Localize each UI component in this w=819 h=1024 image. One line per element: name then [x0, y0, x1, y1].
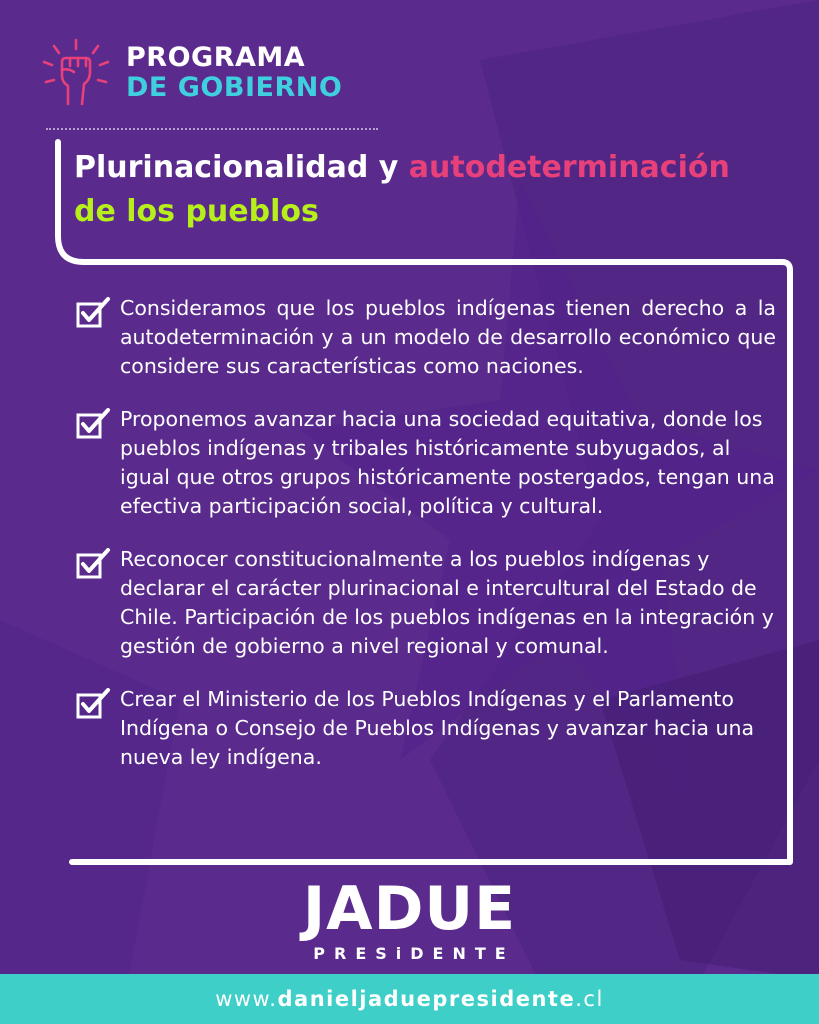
checkbox-checked-icon: [76, 407, 112, 439]
url-domain: danieljaduepresidente: [277, 987, 576, 1011]
url-suffix: .cl: [575, 987, 604, 1011]
heading-part-3: de los pueblos: [74, 194, 319, 229]
program-title-line1: PROGRAMA: [126, 42, 306, 73]
candidate-brand: [0, 874, 819, 963]
list-item: [76, 294, 776, 381]
brand-subtitle: PRESiDENTE: [313, 944, 515, 963]
list-item-text: Proponemos avanzar hacia una sociedad equitativa, donde los pueblos indígenas y tribales históricamente subyugados, al igual que otros grupos históricamente postergados, tengan una efectiva participación social, política y cultural.: [120, 407, 775, 518]
checkbox-checked-icon: [76, 687, 112, 719]
list-item: [76, 545, 776, 661]
brand-name: JADUE: [302, 874, 517, 944]
section-heading: [74, 146, 794, 234]
list-item-text: Consideramos que los pueblos indígenas tienen derecho a la autodeterminación y a un modelo de desarrollo económico que considere sus características como naciones.: [120, 296, 776, 378]
heading-part-1: Plurinacionalidad y: [74, 150, 409, 185]
raised-fist-icon: [40, 36, 114, 110]
checkbox-checked-icon: [76, 296, 112, 328]
proposal-list: [76, 294, 776, 796]
list-item: [76, 405, 776, 521]
program-title-line2: DE GOBIERNO: [126, 72, 343, 103]
list-item-text: Reconocer constitucionalmente a los pueblos indígenas y declarar el carácter plurinacional e intercultural del Estado de Chile. Participación de los pueblos indígenas en la integración y gestión de gobierno a nivel regional y comunal.: [120, 547, 774, 658]
list-item: [76, 685, 776, 772]
program-title: [126, 43, 342, 103]
checkbox-checked-icon: [76, 547, 112, 579]
website-footer[interactable]: [0, 974, 819, 1024]
dotted-divider: [46, 128, 378, 130]
list-item-text: Crear el Ministerio de los Pueblos Indígenas y el Parlamento Indígena o Consejo de Pueblos Indígenas y avanzar hacia una nueva ley indígena.: [120, 687, 755, 769]
heading-part-2: autodeterminación: [408, 150, 730, 185]
program-logo: [40, 36, 342, 110]
url-prefix: www.: [215, 987, 278, 1011]
